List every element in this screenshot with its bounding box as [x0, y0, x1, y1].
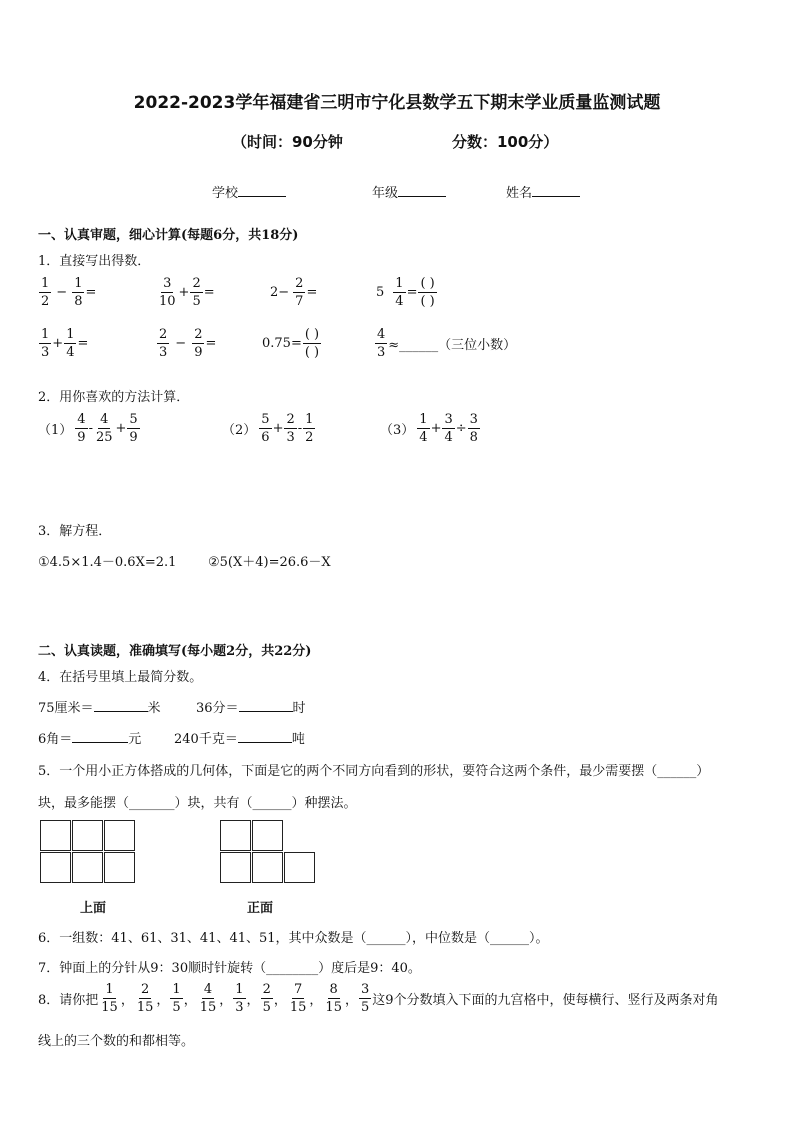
fraction: $\frac{1}{8}$: [74, 276, 83, 309]
q6-text: 6．一组数：41、61、31、41、41、51，其中众数是（______），中位数是（______）。: [38, 931, 549, 946]
fraction: $\frac{4}{3}$: [377, 327, 386, 360]
answer-fraction[interactable]: $\frac{( )}{( )}$: [420, 276, 435, 309]
top-view-figure: [40, 820, 138, 886]
view-square: [252, 820, 283, 851]
fraction: $\frac{7}{15}$: [289, 982, 307, 1015]
fraction: $\frac{2}{3}$: [159, 327, 168, 360]
q4-item-a: 75厘米＝ 米: [38, 697, 161, 716]
q4-item-c: 6角＝ 元: [38, 728, 141, 747]
fraction: $\frac{1}{3}$: [41, 327, 50, 360]
q4-stem: 4．在括号里填上最简分数。: [38, 670, 203, 685]
view-square: [40, 820, 71, 851]
fraction: $\frac{2}{3}$: [286, 412, 295, 445]
q2-part3: （3） $\frac{1}{4}$ + $\frac{3}{4}$ ÷ $\frac{3}{8}$: [380, 412, 478, 445]
answer-fraction[interactable]: $\frac{( )}{( )}$: [304, 327, 320, 360]
name-field[interactable]: [506, 182, 580, 201]
q1-item-h: [374, 328, 516, 359]
front-view-figure: [220, 820, 320, 886]
separator: ，: [120, 993, 134, 1008]
view-square: [104, 852, 135, 883]
fraction: $\frac{4}{9}$: [77, 412, 86, 445]
fraction: $\frac{3}{5}$: [360, 982, 370, 1015]
answer-blank[interactable]: [238, 729, 292, 743]
view-square: [284, 852, 315, 883]
fraction: $\frac{1}{4}$: [66, 327, 75, 360]
q4-item-b: 36分＝ 时: [196, 697, 306, 716]
page-title: 2022-2023学年福建省三明市宁化县数学五下期末学业质量监测试题: [133, 93, 661, 113]
fraction: $\frac{3}{8}$: [469, 412, 478, 445]
fraction: $\frac{2}{5}$: [262, 982, 271, 1015]
name-label: 姓名: [506, 186, 533, 201]
fraction: $\frac{1}{5}$: [172, 982, 181, 1015]
q7-text: 7．钟面上的分针从9：30顺时针旋转（________）度后是9：40。: [38, 961, 421, 976]
answer-blank[interactable]: [72, 729, 128, 743]
school-label: 学校: [212, 186, 239, 201]
view-square: [72, 852, 103, 883]
separator: ，: [344, 993, 358, 1008]
separator: ，: [246, 993, 260, 1008]
q1-stem: 1．直接写出得数．: [38, 254, 151, 269]
separator: ，: [309, 993, 323, 1008]
fraction: $\frac{2}{5}$: [192, 276, 201, 309]
q2-stem: 2．用你喜欢的方法计算．: [38, 390, 190, 405]
q1-item-b: $\frac{3}{10}$ + $\frac{2}{5}$ =: [159, 276, 215, 309]
q3-equation-2: ②5(X＋4)=26.6－X: [208, 555, 331, 570]
q1-item-e: $\frac{1}{3}$ + $\frac{1}{4}$ =: [41, 327, 89, 360]
fraction: $\frac{2}{15}$: [136, 982, 154, 1015]
fraction: $\frac{1}{2}$: [305, 412, 314, 445]
view-square: [104, 820, 135, 851]
q8-line2: 线上的三个数的和都相等。: [38, 1034, 195, 1049]
q8-instruction: 这9个分数填入下面的九宫格中，使每横行、竖行及两条对角: [372, 993, 719, 1008]
q8-line1: 8．请你把 $\frac{1}{15}$ ， $\frac{2}{15}$ ， $\frac{1}{5}$ ， $\frac{4}{15}$ ， $\frac{1}{3}$ ， $\frac{2}{5}$ ， $\frac{7}{15}$ ， $\frac{8}{15}$ ， $\frac{3}{5}$ 这9个分数填入下面的九宫格中，使每横行、竖行及两条对角: [38, 982, 719, 1015]
fraction: $\frac{3}{4}$: [444, 412, 453, 445]
fraction: $\frac{8}{15}$: [325, 982, 342, 1015]
q1-item-g: 0.75= $\frac{( )}{( )}$: [262, 327, 320, 360]
q2-part2: （2） $\frac{5}{6}$ + $\frac{2}{3}$ - $\frac{1}{2}$: [222, 412, 314, 445]
exam-time: （时间：90分钟: [232, 133, 343, 151]
section2-heading: 二、认真读题，准确填写(每小题2分，共22分): [38, 644, 312, 659]
front-view-label: 正面: [247, 901, 274, 916]
separator: ，: [219, 993, 233, 1008]
fraction: $\frac{2}{7}$: [295, 276, 304, 309]
q1-item-a: $\frac{1}{2}$ − $\frac{1}{8}$ =: [41, 276, 97, 309]
view-square: [220, 820, 251, 851]
grade-field[interactable]: [372, 182, 446, 201]
view-square: [72, 820, 103, 851]
answer-blank[interactable]: [239, 698, 293, 712]
school-field[interactable]: [212, 182, 286, 201]
school-blank[interactable]: [238, 184, 286, 197]
q5-line1: 5．一个用小正方体搭成的几何体，下面是它的两个不同方向看到的形状，要符合这两个条件，最少需要摆（______）: [38, 764, 710, 779]
view-square: [40, 852, 71, 883]
name-blank[interactable]: [532, 184, 580, 197]
view-square: [252, 852, 283, 883]
q4-item-d: 240千克＝ 吨: [174, 728, 305, 747]
fraction: $\frac{5}{6}$: [261, 412, 270, 445]
fraction: $\frac{5}{9}$: [129, 412, 138, 445]
fraction: $\frac{4}{15}$: [199, 982, 217, 1015]
q2-part1: （1） $\frac{4}{9}$ - $\frac{4}{25}$ + $\frac{5}{9}$: [38, 412, 138, 445]
q1-item-c: 2− $\frac{2}{7}$ =: [270, 276, 318, 309]
fraction: $\frac{1}{2}$: [41, 276, 50, 309]
answer-blank[interactable]: ≈______（三位小数）: [388, 338, 517, 353]
q5-line2: 块，最多能摆（_______）块，共有（______）种摆法。: [38, 796, 357, 811]
fraction: $\frac{1}{15}$: [101, 982, 118, 1015]
grade-label: 年级: [372, 186, 399, 201]
q1-item-f: $\frac{2}{3}$ − $\frac{2}{9}$ =: [159, 327, 217, 360]
exam-score: 分数：100分）: [452, 133, 559, 151]
grade-blank[interactable]: [398, 184, 446, 197]
top-view-label: 上面: [80, 901, 107, 916]
fraction: $\frac{1}{3}$: [235, 982, 244, 1015]
view-square: [220, 852, 251, 883]
fraction: $\frac{1}{4}$: [419, 412, 428, 445]
q1-item-d: 5 $\frac{1}{4}$ = $\frac{( )}{( )}$: [376, 276, 435, 309]
section1-heading: 一、认真审题，细心计算(每题6分，共18分): [38, 228, 299, 243]
fraction: $\frac{1}{4}$: [395, 276, 404, 309]
separator: ，: [183, 993, 197, 1008]
q3-stem: 3．解方程．: [38, 524, 112, 539]
answer-blank[interactable]: [94, 698, 148, 712]
fraction: $\frac{2}{9}$: [194, 327, 203, 360]
separator: ，: [156, 993, 170, 1008]
fraction: $\frac{4}{25}$: [95, 412, 113, 445]
q3-equation-1: ①4.5×1.4－0.6X=2.1: [38, 555, 177, 570]
fraction: $\frac{3}{10}$: [159, 276, 176, 309]
separator: ，: [273, 993, 287, 1008]
